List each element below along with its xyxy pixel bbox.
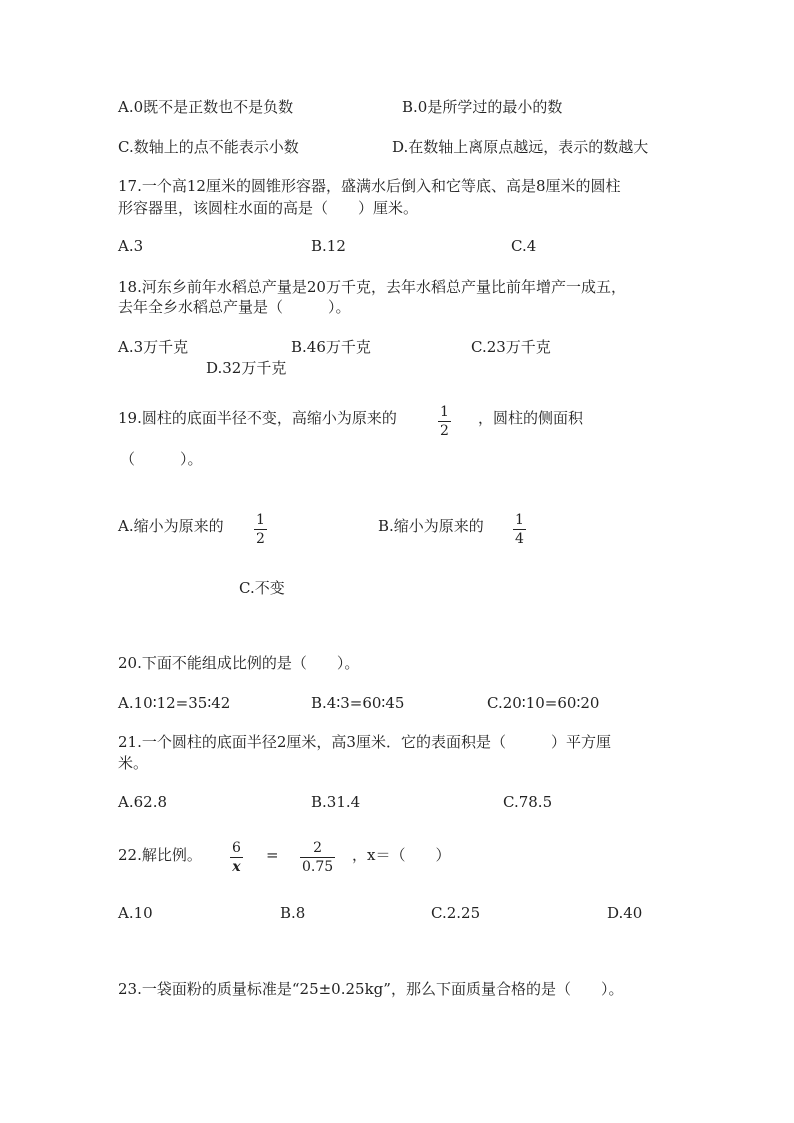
- q18-option-b: B.46万千克: [291, 338, 371, 356]
- q22-label: 22.解比例。: [118, 846, 202, 864]
- q19-stem-fraction: [438, 404, 451, 439]
- fraction-denominator: 0.75: [302, 859, 334, 875]
- fraction-numerator: 1: [440, 404, 449, 420]
- q16-option-a: A.0既不是正数也不是负数: [118, 98, 294, 116]
- q18-option-c: C.23万千克: [471, 338, 551, 356]
- q22-option-b: B.8: [280, 904, 306, 922]
- q22-fraction-left: [230, 840, 243, 875]
- q16-option-d: D.在数轴上离原点越远，表示的数越大: [392, 138, 649, 156]
- q18-option-d: D.32万千克: [206, 359, 287, 377]
- q21-option-c: C.78.5: [503, 793, 553, 811]
- fraction-bar: [300, 857, 335, 858]
- q19-option-a-fraction: [254, 512, 267, 547]
- fraction-numerator: 1: [515, 512, 524, 528]
- q19-option-c: C.不变: [239, 579, 285, 597]
- q23-stem: 23.一袋面粉的质量标准是“25±0.25kg”，那么下面质量合格的是（ ）。: [118, 980, 624, 998]
- fraction-bar: [438, 421, 451, 422]
- q21-stem-line1: 21.一个圆柱的底面半径2厘米，高3厘米．它的表面积是（ ）平方厘: [118, 733, 611, 751]
- q19-stem-before: 19.圆柱的底面半径不变，高缩小为原来的: [118, 409, 397, 427]
- q22-option-d: D.40: [607, 904, 643, 922]
- q18-option-a: A.3万千克: [118, 338, 189, 356]
- q21-option-b: B.31.4: [311, 793, 361, 811]
- q17-stem-line2: 形容器里，该圆柱水面的高是（ ）厘米。: [118, 199, 419, 217]
- fraction-numerator: 2: [313, 840, 323, 856]
- q19-blank: （ ）。: [120, 450, 203, 468]
- q17-stem-line1: 17.一个高12厘米的圆锥形容器，盛满水后倒入和它等底、高是8厘米的圆柱: [118, 177, 621, 195]
- q17-option-a: A.3: [118, 237, 144, 255]
- fraction-numerator: 1: [256, 512, 265, 528]
- fraction-denominator: 2: [256, 531, 265, 547]
- q19-stem-after: ，圆柱的侧面积: [478, 409, 584, 427]
- q22-fraction-right: [300, 840, 335, 875]
- q19-option-a-label: A.缩小为原来的: [118, 517, 224, 535]
- fraction-bar: [230, 857, 243, 858]
- q18-stem-line2: 去年全乡水稻总产量是（ ）。: [118, 298, 351, 316]
- q21-option-a: A.62.8: [118, 793, 167, 811]
- q20-option-a: A.10∶12=35∶42: [118, 694, 231, 712]
- q22-option-c: C.2.25: [431, 904, 481, 922]
- q20-option-c: C.20∶10=60∶20: [487, 694, 600, 712]
- fraction-bar: [254, 529, 267, 530]
- fraction-bar: [513, 529, 526, 530]
- fraction-denominator: x: [232, 859, 241, 875]
- q19-option-b-label: B.缩小为原来的: [378, 517, 484, 535]
- q16-option-c: C.数轴上的点不能表示小数: [118, 138, 299, 156]
- fraction-denominator: 2: [440, 423, 449, 439]
- fraction-denominator: 4: [515, 531, 524, 547]
- q19-option-b-fraction: [513, 512, 526, 547]
- q22-tail: ，x＝（ ）: [352, 846, 451, 864]
- q21-stem-line2: 米。: [118, 754, 149, 772]
- fraction-numerator: 6: [232, 840, 241, 856]
- q17-option-b: B.12: [311, 237, 346, 255]
- q20-stem: 20.下面不能组成比例的是（ ）。: [118, 654, 360, 672]
- q18-stem-line1: 18.河东乡前年水稻总产量是20万千克，去年水稻总产量比前年增产一成五，: [118, 278, 626, 296]
- q20-option-b: B.4∶3=60∶45: [311, 694, 405, 712]
- q17-option-c: C.4: [511, 237, 537, 255]
- q22-equals: =: [266, 846, 279, 864]
- q16-option-b: B.0是所学过的最小的数: [402, 98, 563, 116]
- q22-option-a: A.10: [118, 904, 153, 922]
